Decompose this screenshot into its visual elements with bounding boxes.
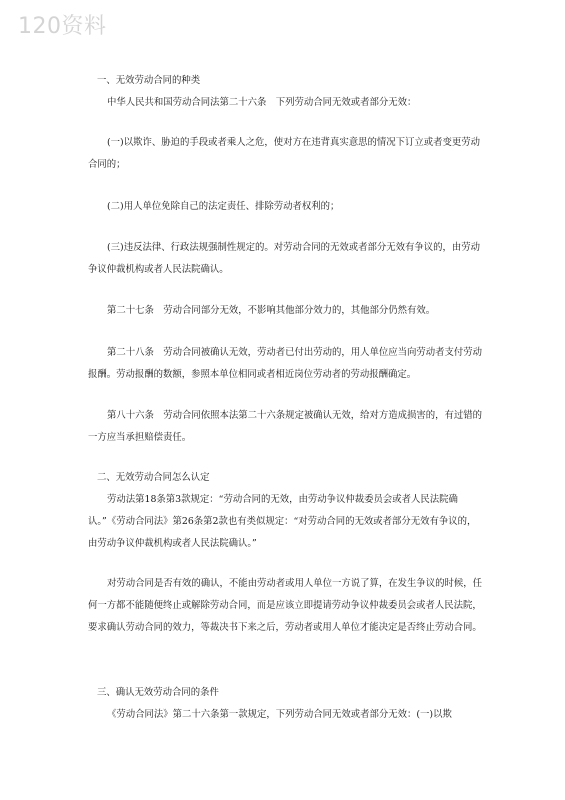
article-28: 第二十八条 劳动合同被确认无效，劳动者已付出劳动的，用人单位应当向劳动者支付劳动报酬。劳动报酬的数额，参照本单位相同或者相近岗位劳动者的劳动报酬确定。 (88, 347, 483, 380)
section-intro: 中华人民共和国劳动合同法第二十六条 下列劳动合同无效或者部分无效： (107, 97, 417, 108)
article-86: 第八十六条 劳动合同依照本法第二十六条规定被确认无效，给对方造成损害的，有过错的一方应当承担赔偿责任。 (88, 410, 483, 443)
section-heading-3: 三、确认无效劳动合同的条件 (97, 687, 219, 698)
section-3-paragraph-1: 《劳动合同法》第二十六条第一款规定，下列劳动合同无效或者部分无效：(一)以欺 (107, 709, 452, 720)
list-item-1: (一)以欺诈、胁迫的手段或者乘人之危，使对方在违背真实意思的情况下订立或者变更劳动合同的； (88, 137, 480, 170)
list-item-2: (二)用人单位免除自己的法定责任、排除劳动者权利的； (107, 201, 340, 212)
section-2-paragraph-1: 劳动法第18条第3款规定：“劳动合同的无效，由劳动争议仲裁委员会或者人民法院确认。”《劳动合同法》第26条第2款也有类似规定：“对劳动合同的无效或者部分无效有争议的，由劳动争议仲裁机构或者人民法院确认。” (88, 494, 477, 549)
section-heading-1: 一、无效劳动合同的种类 (97, 75, 201, 86)
article-27: 第二十七条 劳动合同部分无效，不影响其他部分效力的，其他部分仍然有效。 (107, 305, 436, 316)
section-2-paragraph-2: 对劳动合同是否有效的确认，不能由劳动者或用人单位一方说了算，在发生争议的时候，任何一方都不能随便终止或解除劳动合同，而是应该立即提请劳动争议仲裁委员会或者人民法院，要求确认劳动合同的效力，等裁决书下来之后，劳动者或用人单位才能决定是否终止劳动合同。 (88, 578, 483, 633)
watermark-logo: 120资料 (18, 14, 107, 39)
section-heading-2: 二、无效劳动合同怎么认定 (97, 472, 210, 483)
list-item-3: (三)违反法律、行政法规强制性规定的。对劳动合同的无效或者部分无效有争议的，由劳动争议仲裁机构或者人民法院确认。 (88, 242, 480, 275)
